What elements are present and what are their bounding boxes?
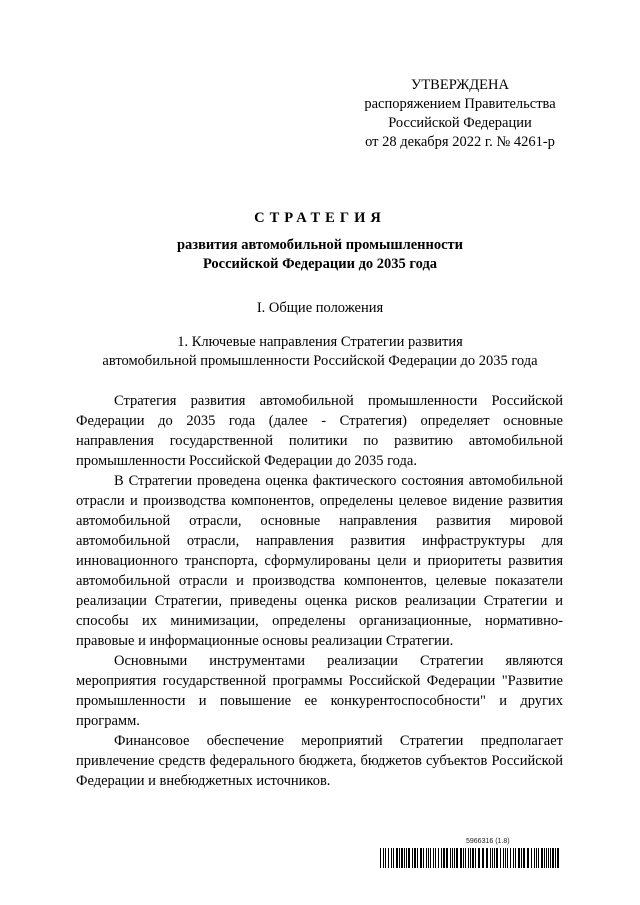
subsection-heading (0, 333, 640, 371)
paragraph: Финансовое обеспечение мероприятий Стратегии предполагает привлечение средств федерального бюджета, бюджетов субъектов Российской Федерации и внебюджетных источников. (76, 733, 563, 789)
subsection-line-1: 1. Ключевые направления Стратегии развития (177, 334, 463, 350)
section-heading: I. Общие положения (256, 300, 384, 316)
approval-authority: распоряжением Правительства (364, 96, 556, 112)
approval-stamp (350, 76, 570, 152)
subsection-line-2: автомобильной промышленности Российской Федерации до 2035 года (102, 353, 538, 369)
document-code: 5966316 (1.8) (466, 838, 510, 845)
approval-country: Российской Федерации (388, 115, 532, 131)
barcode (380, 848, 560, 868)
paragraph: Стратегия развития автомобильной промышленности Российской Федерации до 2035 года (далее - Стратегия) определяет основные направления государственной политики по развитию автомобильной промышленности Российской Федерации до 2035 года. (76, 393, 563, 469)
approval-date-number: от 28 декабря 2022 г. № 4261-р (365, 134, 555, 150)
paragraph: В Стратегии проведена оценка фактического состояния автомобильной отрасли и производства компонентов, определены целевое видение развития автомобильной отрасли, основные направления развития мировой автомобильной отрасли, направления развития инфраструктуры для инновационного транспорта, сформулированы цели и приоритеты развития автомобильной отрасли и производства компонентов, целевые показатели реализации Стратегии, приведены оценка рисков реализации Стратегии и способы их минимизации, определены организационные, нормативно-правовые и информационные основы реализации Стратегии. (76, 473, 563, 649)
subtitle-line-1: развития автомобильной промышленности (176, 237, 464, 253)
document-subtitle (0, 236, 640, 274)
approval-heading: УТВЕРЖДЕНА (411, 77, 509, 93)
body-text (76, 391, 563, 791)
subtitle-line-2: Российской Федерации до 2035 года (202, 256, 438, 272)
paragraph: Основными инструментами реализации Стратегии являются мероприятия государственной программы Российской Федерации "Развитие промышленности и повышение ее конкурентоспособности" и других программ. (76, 653, 563, 729)
document-title: СТРАТЕГИЯ (254, 210, 386, 226)
